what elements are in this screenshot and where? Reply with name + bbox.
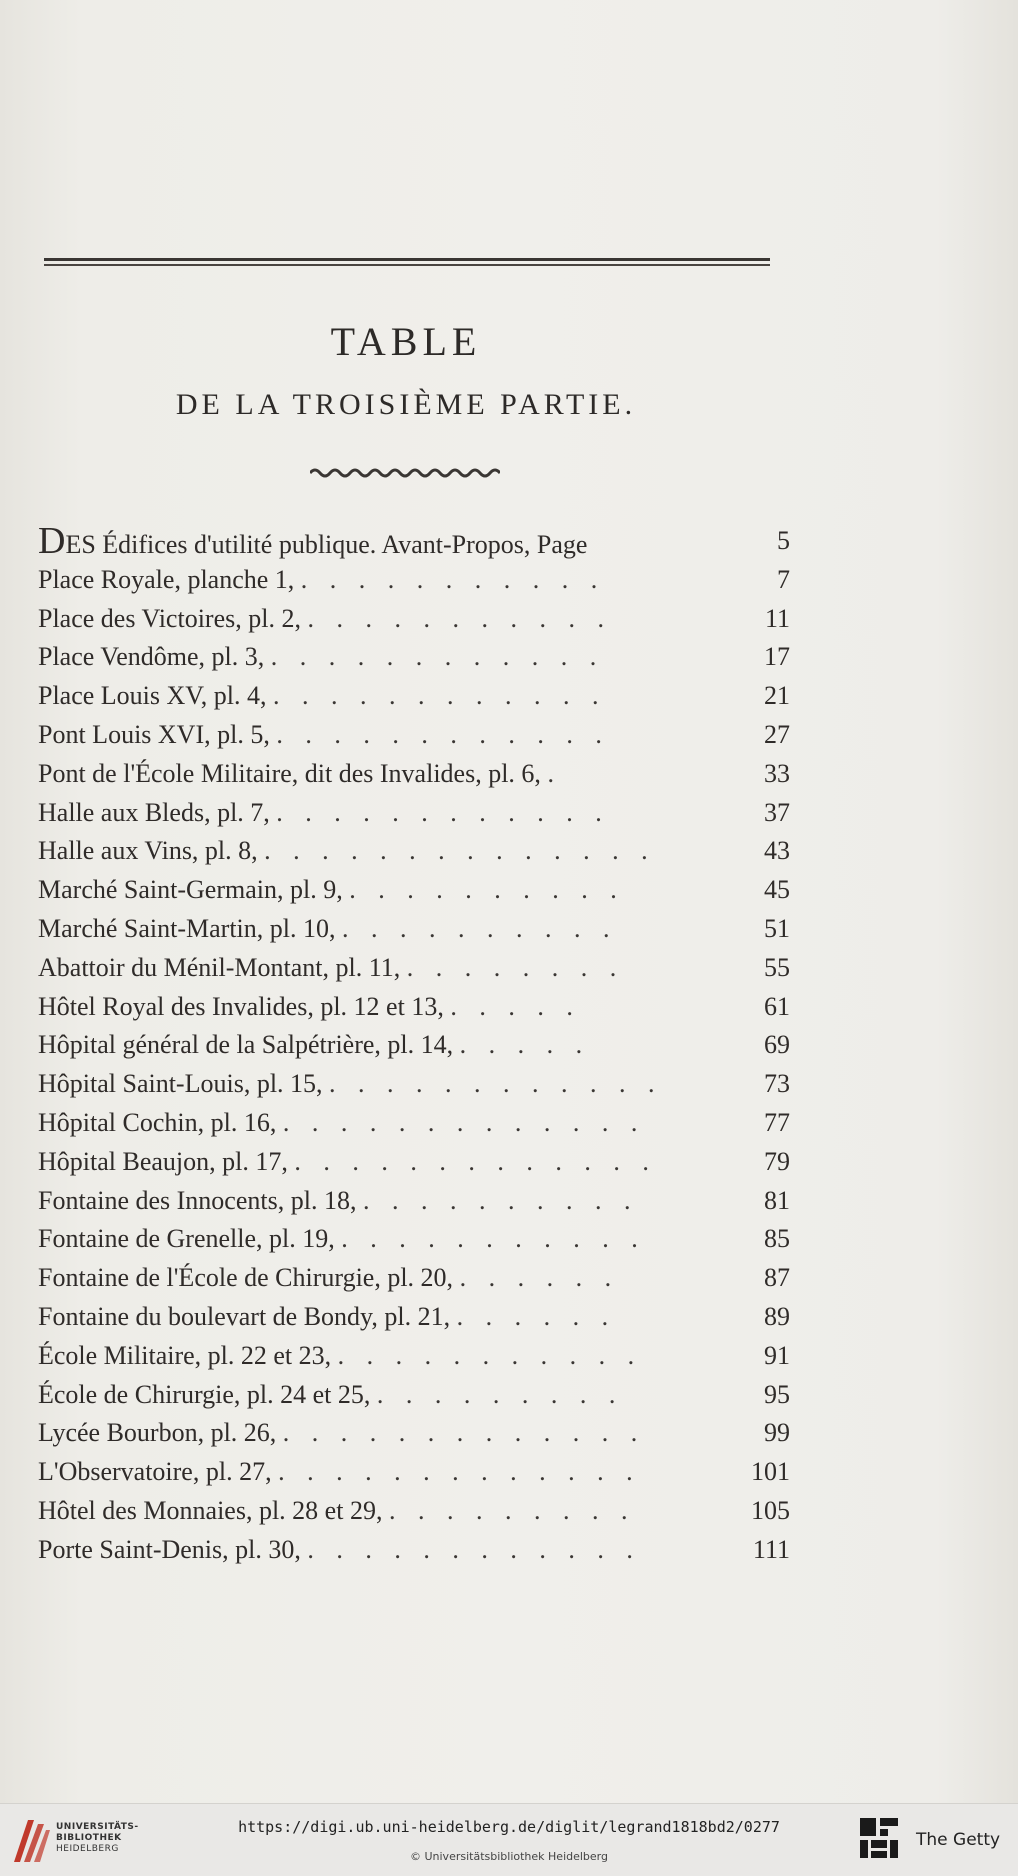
toc-page-number: 7 xyxy=(777,564,790,594)
leader-dots: . . . . . . . . . . . . xyxy=(276,719,610,749)
toc-page-number: 37 xyxy=(764,797,790,827)
toc-page-number: 43 xyxy=(764,836,790,866)
toc-page-number: 105 xyxy=(751,1495,790,1525)
leader-dots: . . . . . . . . . . . . xyxy=(276,797,610,827)
table-of-contents xyxy=(38,522,790,1570)
toc-entry-label: Hôpital Beaujon, pl. 17, . . . . . . . . . . . . . xyxy=(38,1146,657,1176)
toc-page-number: 11 xyxy=(764,603,790,633)
toc-entry xyxy=(38,1220,790,1259)
double-rule xyxy=(44,258,770,268)
leader-dots: . . . . . . . . . . . xyxy=(337,1340,643,1370)
leader-dots: . . . . . . . . . . xyxy=(362,1185,639,1215)
toc-entry-label: Lycée Bourbon, pl. 26, . . . . . . . . . . . . . xyxy=(38,1418,646,1448)
toc-entry xyxy=(38,832,790,871)
toc-entry-label: Abattoir du Ménil-Montant, pl. 11, . . . . . . . . xyxy=(38,952,625,982)
toc-entry xyxy=(38,755,790,794)
toc-entry xyxy=(38,638,790,677)
toc-entry xyxy=(38,1104,790,1143)
toc-page-number: 87 xyxy=(764,1263,790,1293)
toc-page-number: 45 xyxy=(764,875,790,905)
leader-dots: . . . . . . . . . xyxy=(376,1379,624,1409)
drop-capital: D xyxy=(38,522,66,562)
toc-entry xyxy=(38,871,790,910)
toc-page-number: 79 xyxy=(764,1146,790,1176)
toc-page-number: 91 xyxy=(764,1340,790,1370)
leader-dots: . . . . . . . . . xyxy=(388,1495,636,1525)
toc-entry-label: Hôpital Saint-Louis, pl. 15, . . . . . . . . . . . . xyxy=(38,1069,663,1099)
toc-entry xyxy=(38,1414,790,1453)
toc-page-number: 33 xyxy=(764,758,790,788)
toc-entry-label: Fontaine des Innocents, pl. 18, . . . . . . . . . . xyxy=(38,1185,639,1215)
toc-entry xyxy=(38,910,790,949)
toc-entry xyxy=(38,716,790,755)
toc-entry-label: Halle aux Vins, pl. 8, . . . . . . . . . . . . . . xyxy=(38,836,656,866)
leader-dots: . . . . . . . . . . . . . . xyxy=(264,836,656,866)
leader-dots: . . . . . . xyxy=(459,1263,620,1293)
leader-dots: . . . . . . . . . . . xyxy=(307,603,612,633)
toc-entry xyxy=(38,677,790,716)
leader-dots: . . . . . . . . . . xyxy=(342,913,618,943)
toc-entry xyxy=(38,561,790,600)
toc-entry xyxy=(38,1143,790,1182)
toc-entry-label: Hôpital général de la Salpétrière, pl. 14, . . . . . xyxy=(38,1030,591,1060)
toc-page-number: 95 xyxy=(764,1379,790,1409)
toc-entry-label: Place des Victoires, pl. 2, . . . . . . . . . . . xyxy=(38,603,612,633)
page-subtitle: DE LA TROISIÈME PARTIE. xyxy=(175,388,637,421)
toc-entry xyxy=(38,988,790,1027)
toc-entry xyxy=(38,1453,790,1492)
toc-page-number: 77 xyxy=(764,1107,790,1137)
toc-entry-label: DES Édifices d'utilité publique. Avant-Propos, Page xyxy=(38,522,588,562)
toc-page-number: 99 xyxy=(764,1418,790,1448)
leader-dots: . . . . . xyxy=(459,1030,591,1060)
viewer-footer xyxy=(0,1803,1018,1876)
toc-page-number: 111 xyxy=(752,1534,790,1564)
ornament-divider xyxy=(310,466,500,480)
toc-page-number: 17 xyxy=(764,642,790,672)
toc-page-number: 61 xyxy=(764,991,790,1021)
toc-page-number: 73 xyxy=(764,1069,790,1099)
toc-entry-label: Porte Saint-Denis, pl. 30, . . . . . . . . . . . . xyxy=(38,1534,641,1564)
toc-entry-label: Fontaine de Grenelle, pl. 19, . . . . . . . . . . . xyxy=(38,1224,646,1254)
toc-page-number: 85 xyxy=(764,1224,790,1254)
document-url[interactable]: https://digi.ub.uni-heidelberg.de/diglit/legrand1818bd2/0277 xyxy=(238,1818,780,1836)
leader-dots: . . . . . . . . . . . . . xyxy=(282,1418,646,1448)
toc-page-number: 55 xyxy=(764,952,790,982)
leader-dots: . . . . . . . . xyxy=(406,952,625,982)
toc-entry-label: École Militaire, pl. 22 et 23, . . . . . . . . . . . xyxy=(38,1340,643,1370)
toc-entry xyxy=(38,949,790,988)
leader-dots: . . . . . . . . . . . xyxy=(300,564,606,594)
leader-dots: . . . . . . . . . . xyxy=(349,875,625,905)
toc-page-number: 89 xyxy=(764,1301,790,1331)
toc-entry-label: Hôpital Cochin, pl. 16, . . . . . . . . . . . . . xyxy=(38,1107,646,1137)
toc-entry-label: Marché Saint-Germain, pl. 9, . . . . . . . . . . xyxy=(38,875,625,905)
toc-entry xyxy=(38,1376,790,1415)
leader-dots: . . . . . . . . . . . . xyxy=(272,681,607,711)
toc-entry-label: L'Observatoire, pl. 27, . . . . . . . . . . . . . xyxy=(38,1457,641,1487)
toc-entry-label: Place Royale, planche 1, . . . . . . . . . . . xyxy=(38,564,606,594)
leader-dots: . . . . . . . . . . . xyxy=(341,1224,646,1254)
toc-entry-label: Hôtel Royal des Invalides, pl. 12 et 13, . . . . . xyxy=(38,991,581,1021)
toc-entry-label: Place Vendôme, pl. 3, . . . . . . . . . . . . xyxy=(38,642,605,672)
partner-name: The Getty xyxy=(916,1830,1001,1850)
leader-dots: . xyxy=(547,758,562,788)
toc-entry xyxy=(38,1492,790,1531)
toc-entry-label: École de Chirurgie, pl. 24 et 25, . . . . . . . . . xyxy=(38,1379,624,1409)
toc-entry-label: Marché Saint-Martin, pl. 10, . . . . . . . . . . xyxy=(38,913,618,943)
university-library-name: UNIVERSITÄTS- BIBLIOTHEK HEIDELBERG xyxy=(56,1822,139,1854)
leader-dots: . . . . . . . . . . . . . xyxy=(294,1146,657,1176)
toc-page-number: 21 xyxy=(764,681,790,711)
toc-entry xyxy=(38,522,790,561)
toc-page-number: 51 xyxy=(764,913,790,943)
toc-entry-label: Fontaine du boulevart de Bondy, pl. 21, . . . . . . xyxy=(38,1301,617,1331)
leader-dots: . . . . . . . . . . . . . xyxy=(282,1107,646,1137)
toc-entry xyxy=(38,1298,790,1337)
leader-dots: . . . . . xyxy=(450,991,581,1021)
leader-dots: . . . . . . . . . . . . xyxy=(307,1534,641,1564)
toc-page-number: 5 xyxy=(777,526,790,555)
toc-entry xyxy=(38,1065,790,1104)
toc-entry xyxy=(38,1531,790,1570)
toc-entry xyxy=(38,1259,790,1298)
leader-dots: . . . . . . . . . . . . . xyxy=(278,1457,641,1487)
toc-page-number: 27 xyxy=(764,719,790,749)
toc-entry xyxy=(38,1337,790,1376)
toc-entry-label: Halle aux Bleds, pl. 7, . . . . . . . . . . . . xyxy=(38,797,610,827)
toc-entry-label: Place Louis XV, pl. 4, . . . . . . . . . . . . xyxy=(38,681,607,711)
copyright-notice: © Universitätsbibliothek Heidelberg xyxy=(409,1850,608,1863)
toc-entry-label: Fontaine de l'École de Chirurgie, pl. 20, . . . . . . xyxy=(38,1263,620,1293)
toc-entry xyxy=(38,794,790,833)
toc-entry-label: Pont Louis XVI, pl. 5, . . . . . . . . . . . . xyxy=(38,719,610,749)
toc-entry xyxy=(38,600,790,639)
toc-page-number: 101 xyxy=(751,1457,790,1487)
toc-entry xyxy=(38,1182,790,1221)
toc-page-number: 69 xyxy=(764,1030,790,1060)
leader-dots: . . . . . . . . . . . . xyxy=(270,642,605,672)
leader-dots: . . . . . . . . . . . . xyxy=(329,1069,663,1099)
leader-dots: . . . . . . xyxy=(456,1301,617,1331)
getty-logo-icon xyxy=(858,1816,900,1862)
toc-page-number: 81 xyxy=(764,1185,790,1215)
page-title: TABLE xyxy=(330,319,482,364)
toc-entry xyxy=(38,1026,790,1065)
toc-entry-label: Hôtel des Monnaies, pl. 28 et 29, . . . . . . . . . xyxy=(38,1495,636,1525)
toc-entry-label: Pont de l'École Militaire, dit des Invalides, pl. 6, . xyxy=(38,758,562,788)
